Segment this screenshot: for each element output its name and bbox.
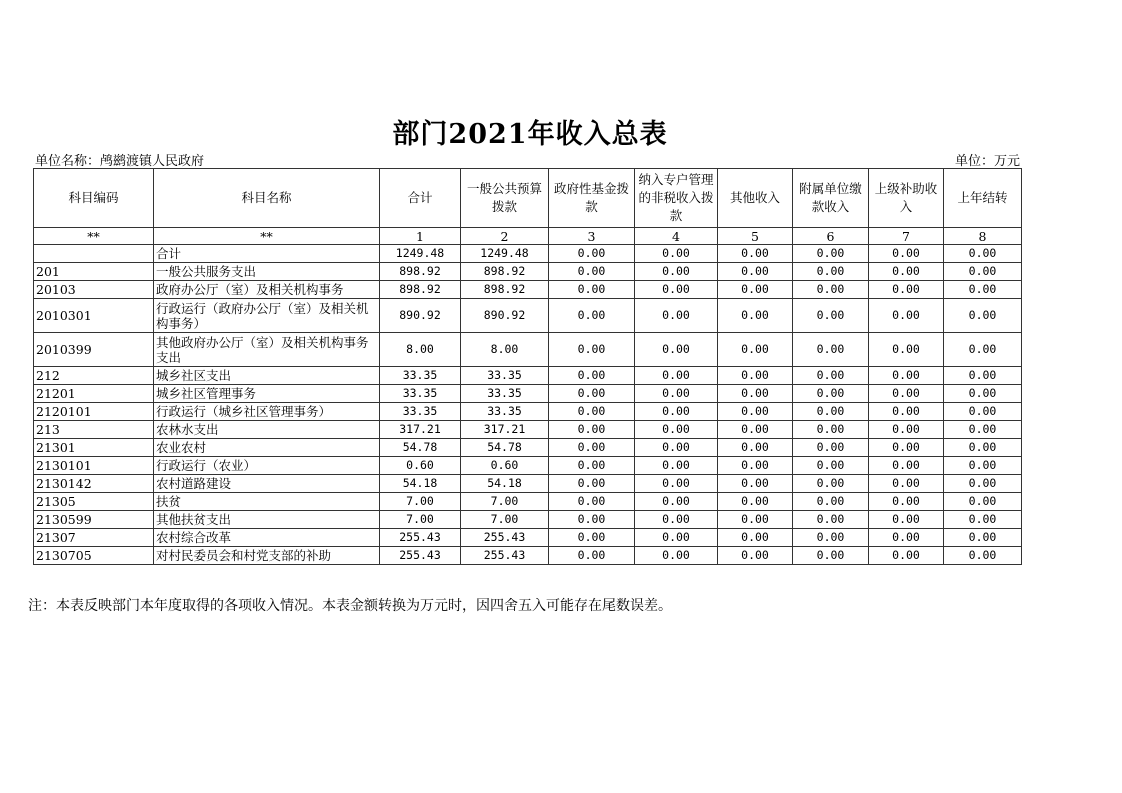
subject-code-cell: 2120101 bbox=[34, 403, 154, 421]
header-cell: 科目名称 bbox=[154, 169, 380, 228]
amount-cell: 0.00 bbox=[944, 403, 1022, 421]
subject-name-cell: 其他政府办公厅（室）及相关机构事务支出 bbox=[154, 333, 380, 367]
subject-code-cell: 21301 bbox=[34, 439, 154, 457]
amount-cell: 0.00 bbox=[869, 403, 944, 421]
index-cell: 2 bbox=[461, 228, 549, 245]
subject-code-cell: 201 bbox=[34, 263, 154, 281]
subject-name-cell: 政府办公厅（室）及相关机构事务 bbox=[154, 281, 380, 299]
amount-cell: 0.00 bbox=[718, 299, 793, 333]
amount-cell: 33.35 bbox=[380, 385, 461, 403]
subject-code-cell: 2130101 bbox=[34, 457, 154, 475]
amount-cell: 0.00 bbox=[635, 511, 718, 529]
amount-cell: 33.35 bbox=[461, 403, 549, 421]
amount-cell: 0.00 bbox=[944, 333, 1022, 367]
amount-cell: 0.00 bbox=[718, 439, 793, 457]
amount-cell: 0.00 bbox=[944, 281, 1022, 299]
amount-cell: 0.00 bbox=[869, 475, 944, 493]
amount-cell: 0.00 bbox=[793, 281, 869, 299]
amount-cell: 7.00 bbox=[461, 511, 549, 529]
amount-cell: 0.00 bbox=[869, 439, 944, 457]
table-body bbox=[34, 245, 1022, 565]
amount-cell: 0.00 bbox=[793, 547, 869, 565]
amount-cell: 0.00 bbox=[635, 367, 718, 385]
amount-cell: 54.78 bbox=[461, 439, 549, 457]
amount-cell: 0.00 bbox=[635, 403, 718, 421]
index-cell: 5 bbox=[718, 228, 793, 245]
table-row bbox=[34, 281, 1022, 299]
header-row bbox=[34, 169, 1022, 228]
amount-cell: 0.60 bbox=[461, 457, 549, 475]
table-row bbox=[34, 333, 1022, 367]
index-cell: ** bbox=[34, 228, 154, 245]
amount-cell: 0.00 bbox=[549, 547, 635, 565]
table-row bbox=[34, 245, 1022, 263]
subject-name-cell: 一般公共服务支出 bbox=[154, 263, 380, 281]
amount-cell: 0.00 bbox=[549, 245, 635, 263]
amount-cell: 0.00 bbox=[869, 511, 944, 529]
subject-name-cell: 行政运行（政府办公厅（室）及相关机构事务） bbox=[154, 299, 380, 333]
header-cell: 一般公共预算拨款 bbox=[461, 169, 549, 228]
amount-cell: 0.00 bbox=[869, 421, 944, 439]
table-row bbox=[34, 299, 1022, 333]
subject-name-cell: 农林水支出 bbox=[154, 421, 380, 439]
amount-cell: 0.00 bbox=[549, 403, 635, 421]
table-row bbox=[34, 457, 1022, 475]
amount-cell: 0.00 bbox=[944, 547, 1022, 565]
amount-cell: 255.43 bbox=[461, 547, 549, 565]
amount-cell: 0.00 bbox=[793, 385, 869, 403]
amount-cell: 0.00 bbox=[718, 511, 793, 529]
amount-cell: 0.00 bbox=[635, 493, 718, 511]
amount-cell: 0.00 bbox=[944, 475, 1022, 493]
subject-code-cell: 2010399 bbox=[34, 333, 154, 367]
subject-code-cell bbox=[34, 245, 154, 263]
amount-cell: 33.35 bbox=[380, 403, 461, 421]
amount-cell: 0.00 bbox=[869, 299, 944, 333]
amount-cell: 0.00 bbox=[869, 385, 944, 403]
subject-name-cell: 行政运行（农业） bbox=[154, 457, 380, 475]
amount-cell: 0.00 bbox=[718, 475, 793, 493]
amount-cell: 0.00 bbox=[793, 263, 869, 281]
amount-cell: 0.00 bbox=[944, 299, 1022, 333]
amount-cell: 0.00 bbox=[944, 457, 1022, 475]
table-row bbox=[34, 421, 1022, 439]
amount-cell: 0.00 bbox=[944, 511, 1022, 529]
amount-cell: 8.00 bbox=[380, 333, 461, 367]
amount-cell: 0.00 bbox=[549, 511, 635, 529]
subject-code-cell: 2130142 bbox=[34, 475, 154, 493]
amount-cell: 0.00 bbox=[549, 299, 635, 333]
amount-cell: 8.00 bbox=[461, 333, 549, 367]
amount-cell: 898.92 bbox=[461, 263, 549, 281]
amount-cell: 1249.48 bbox=[461, 245, 549, 263]
subject-name-cell: 合计 bbox=[154, 245, 380, 263]
amount-cell: 0.00 bbox=[549, 493, 635, 511]
index-cell: 4 bbox=[635, 228, 718, 245]
table-row bbox=[34, 529, 1022, 547]
subject-code-cell: 21201 bbox=[34, 385, 154, 403]
amount-cell: 898.92 bbox=[380, 281, 461, 299]
amount-cell: 898.92 bbox=[380, 263, 461, 281]
amount-cell: 0.00 bbox=[718, 457, 793, 475]
table-row bbox=[34, 547, 1022, 565]
amount-cell: 0.00 bbox=[718, 281, 793, 299]
amount-cell: 0.00 bbox=[793, 493, 869, 511]
amount-cell: 0.00 bbox=[549, 529, 635, 547]
amount-cell: 0.00 bbox=[718, 529, 793, 547]
amount-cell: 0.00 bbox=[549, 439, 635, 457]
subject-name-cell: 行政运行（城乡社区管理事务） bbox=[154, 403, 380, 421]
amount-cell: 0.00 bbox=[635, 385, 718, 403]
amount-cell: 0.00 bbox=[635, 439, 718, 457]
header-cell: 合计 bbox=[380, 169, 461, 228]
amount-cell: 0.60 bbox=[380, 457, 461, 475]
amount-cell: 54.18 bbox=[461, 475, 549, 493]
amount-cell: 0.00 bbox=[635, 475, 718, 493]
index-cell: 3 bbox=[549, 228, 635, 245]
revenue-table bbox=[33, 168, 1022, 565]
amount-cell: 0.00 bbox=[793, 457, 869, 475]
subject-code-cell: 2130705 bbox=[34, 547, 154, 565]
amount-cell: 0.00 bbox=[549, 281, 635, 299]
amount-cell: 890.92 bbox=[461, 299, 549, 333]
subject-name-cell: 扶贫 bbox=[154, 493, 380, 511]
amount-cell: 0.00 bbox=[944, 263, 1022, 281]
amount-cell: 0.00 bbox=[793, 439, 869, 457]
amount-cell: 0.00 bbox=[793, 529, 869, 547]
amount-cell: 33.35 bbox=[461, 367, 549, 385]
page-title: 部门2021年收入总表 bbox=[392, 119, 668, 150]
table-row bbox=[34, 367, 1022, 385]
amount-cell: 0.00 bbox=[944, 529, 1022, 547]
amount-cell: 890.92 bbox=[380, 299, 461, 333]
amount-cell: 317.21 bbox=[461, 421, 549, 439]
amount-cell: 0.00 bbox=[869, 529, 944, 547]
amount-cell: 0.00 bbox=[635, 547, 718, 565]
amount-cell: 0.00 bbox=[549, 385, 635, 403]
header-cell: 上年结转 bbox=[944, 169, 1022, 228]
amount-cell: 7.00 bbox=[461, 493, 549, 511]
amount-cell: 0.00 bbox=[718, 385, 793, 403]
amount-cell: 317.21 bbox=[380, 421, 461, 439]
table-row bbox=[34, 475, 1022, 493]
amount-cell: 0.00 bbox=[793, 475, 869, 493]
unit-label: 单位：万元 bbox=[955, 154, 1021, 169]
amount-cell: 0.00 bbox=[718, 333, 793, 367]
amount-cell: 0.00 bbox=[869, 333, 944, 367]
amount-cell: 33.35 bbox=[380, 367, 461, 385]
amount-cell: 898.92 bbox=[461, 281, 549, 299]
subject-code-cell: 21305 bbox=[34, 493, 154, 511]
table-row bbox=[34, 439, 1022, 457]
amount-cell: 0.00 bbox=[718, 403, 793, 421]
amount-cell: 0.00 bbox=[869, 281, 944, 299]
header-cell: 纳入专户管理的非税收入拨款 bbox=[635, 169, 718, 228]
header-cell: 附属单位缴款收入 bbox=[793, 169, 869, 228]
amount-cell: 255.43 bbox=[380, 529, 461, 547]
table-row bbox=[34, 385, 1022, 403]
header-cell: 政府性基金拨款 bbox=[549, 169, 635, 228]
subject-name-cell: 农村道路建设 bbox=[154, 475, 380, 493]
index-row bbox=[34, 228, 1022, 245]
subject-code-cell: 212 bbox=[34, 367, 154, 385]
amount-cell: 0.00 bbox=[793, 245, 869, 263]
amount-cell: 0.00 bbox=[635, 245, 718, 263]
amount-cell: 33.35 bbox=[461, 385, 549, 403]
subject-code-cell: 2010301 bbox=[34, 299, 154, 333]
subject-code-cell: 213 bbox=[34, 421, 154, 439]
amount-cell: 0.00 bbox=[718, 245, 793, 263]
amount-cell: 0.00 bbox=[944, 245, 1022, 263]
amount-cell: 54.18 bbox=[380, 475, 461, 493]
amount-cell: 0.00 bbox=[635, 281, 718, 299]
amount-cell: 0.00 bbox=[549, 475, 635, 493]
index-cell: 7 bbox=[869, 228, 944, 245]
amount-cell: 0.00 bbox=[869, 245, 944, 263]
amount-cell: 0.00 bbox=[718, 421, 793, 439]
subject-code-cell: 20103 bbox=[34, 281, 154, 299]
amount-cell: 7.00 bbox=[380, 511, 461, 529]
header-cell: 科目编码 bbox=[34, 169, 154, 228]
amount-cell: 7.00 bbox=[380, 493, 461, 511]
subject-name-cell: 城乡社区管理事务 bbox=[154, 385, 380, 403]
footnote: 注：本表反映部门本年度取得的各项收入情况。本表金额转换为万元时，因四舍五入可能存在尾数误差。 bbox=[28, 598, 672, 614]
subject-name-cell: 对村民委员会和村党支部的补助 bbox=[154, 547, 380, 565]
amount-cell: 0.00 bbox=[635, 529, 718, 547]
amount-cell: 0.00 bbox=[718, 263, 793, 281]
amount-cell: 0.00 bbox=[793, 511, 869, 529]
amount-cell: 0.00 bbox=[944, 385, 1022, 403]
amount-cell: 0.00 bbox=[793, 299, 869, 333]
amount-cell: 0.00 bbox=[549, 457, 635, 475]
subject-code-cell: 21307 bbox=[34, 529, 154, 547]
amount-cell: 0.00 bbox=[869, 547, 944, 565]
table-row bbox=[34, 493, 1022, 511]
amount-cell: 0.00 bbox=[793, 421, 869, 439]
unit-name-label: 单位名称：鸬鹚渡镇人民政府 bbox=[35, 154, 205, 169]
index-cell: 8 bbox=[944, 228, 1022, 245]
amount-cell: 0.00 bbox=[944, 367, 1022, 385]
amount-cell: 0.00 bbox=[718, 493, 793, 511]
amount-cell: 0.00 bbox=[793, 333, 869, 367]
amount-cell: 0.00 bbox=[869, 367, 944, 385]
amount-cell: 0.00 bbox=[635, 263, 718, 281]
index-cell: 1 bbox=[380, 228, 461, 245]
amount-cell: 0.00 bbox=[944, 421, 1022, 439]
index-cell: 6 bbox=[793, 228, 869, 245]
amount-cell: 0.00 bbox=[635, 333, 718, 367]
amount-cell: 0.00 bbox=[793, 403, 869, 421]
amount-cell: 0.00 bbox=[718, 367, 793, 385]
subject-name-cell: 农村综合改革 bbox=[154, 529, 380, 547]
header-cell: 其他收入 bbox=[718, 169, 793, 228]
amount-cell: 0.00 bbox=[635, 457, 718, 475]
amount-cell: 255.43 bbox=[380, 547, 461, 565]
amount-cell: 0.00 bbox=[549, 333, 635, 367]
amount-cell: 0.00 bbox=[635, 299, 718, 333]
amount-cell: 0.00 bbox=[869, 493, 944, 511]
table-row bbox=[34, 511, 1022, 529]
table-row bbox=[34, 263, 1022, 281]
amount-cell: 255.43 bbox=[461, 529, 549, 547]
amount-cell: 0.00 bbox=[944, 493, 1022, 511]
amount-cell: 0.00 bbox=[549, 263, 635, 281]
amount-cell: 0.00 bbox=[944, 439, 1022, 457]
amount-cell: 54.78 bbox=[380, 439, 461, 457]
amount-cell: 0.00 bbox=[869, 457, 944, 475]
subject-name-cell: 农业农村 bbox=[154, 439, 380, 457]
amount-cell: 0.00 bbox=[549, 421, 635, 439]
amount-cell: 0.00 bbox=[869, 263, 944, 281]
amount-cell: 0.00 bbox=[718, 547, 793, 565]
amount-cell: 0.00 bbox=[549, 367, 635, 385]
amount-cell: 0.00 bbox=[793, 367, 869, 385]
header-cell: 上级补助收入 bbox=[869, 169, 944, 228]
amount-cell: 0.00 bbox=[635, 421, 718, 439]
subject-name-cell: 城乡社区支出 bbox=[154, 367, 380, 385]
index-cell: ** bbox=[154, 228, 380, 245]
subject-code-cell: 2130599 bbox=[34, 511, 154, 529]
table-row bbox=[34, 403, 1022, 421]
amount-cell: 1249.48 bbox=[380, 245, 461, 263]
subject-name-cell: 其他扶贫支出 bbox=[154, 511, 380, 529]
